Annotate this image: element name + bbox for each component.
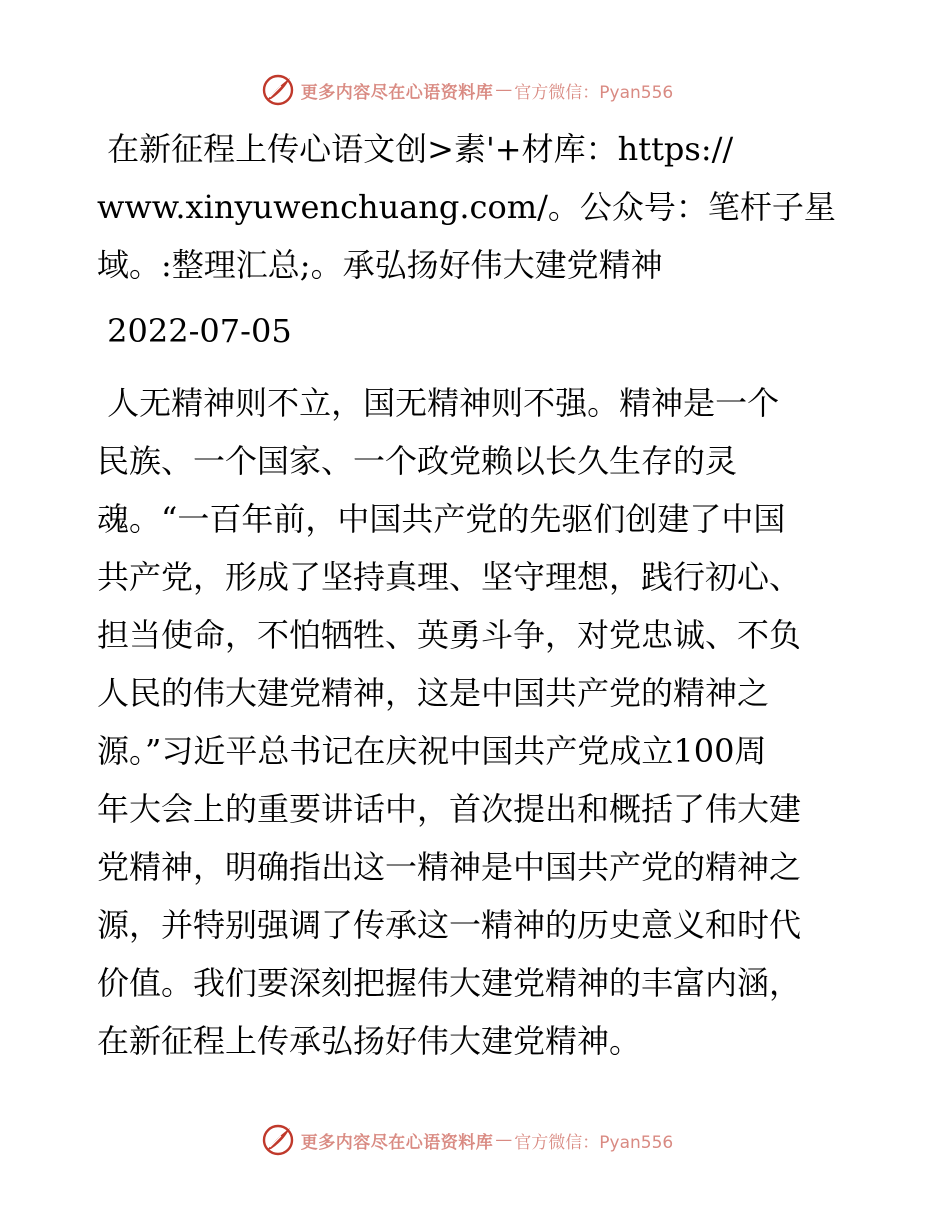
footer-banner bbox=[0, 1120, 950, 1160]
body-line: 共产党，形成了坚持真理、坚守理想，践行初心、 bbox=[97, 558, 802, 596]
title-line-2: www.xinyuwenchuang.com/。公众号：笔杆子星 bbox=[97, 188, 836, 226]
header-banner-main-text: 更多内容尽在心语资料库 bbox=[300, 82, 494, 103]
quill-logo-icon bbox=[261, 1123, 295, 1157]
title-line-1: 在新征程上传心语文创>素'+材库：https:// bbox=[97, 130, 734, 168]
article-content bbox=[97, 120, 857, 1070]
header-banner-wechat-text: 官方微信：Pyan556 bbox=[514, 82, 674, 103]
footer-banner-inner bbox=[261, 1123, 673, 1157]
header-banner-inner bbox=[261, 73, 673, 107]
body-line: 源，并特别强调了传承这一精神的历史意义和时代 bbox=[97, 906, 802, 944]
footer-banner-wechat-text: 官方微信：Pyan556 bbox=[514, 1132, 674, 1153]
header-banner-separator: — bbox=[495, 80, 513, 100]
body-line: 人民的伟大建党精神，这是中国共产党的精神之 bbox=[97, 674, 770, 712]
footer-banner-main-text: 更多内容尽在心语资料库 bbox=[300, 1132, 494, 1153]
article-title bbox=[97, 120, 857, 294]
body-line: 价值。我们要深刻把握伟大建党精神的丰富内涵， bbox=[97, 964, 802, 1002]
title-line-3: 域。:整理汇总;。承弘扬好伟大建党精神 bbox=[97, 246, 663, 284]
body-line: 人无精神则不立，国无精神则不强。精神是一个 bbox=[97, 384, 780, 422]
footer-banner-separator: — bbox=[495, 1130, 513, 1150]
body-line: 担当使命，不怕牺牲、英勇斗争，对党忠诚、不负 bbox=[97, 616, 802, 654]
body-line: 在新征程上传承弘扬好伟大建党精神。 bbox=[97, 1022, 642, 1060]
body-line: 年大会上的重要讲话中，首次提出和概括了伟大建 bbox=[97, 790, 802, 828]
article-body bbox=[97, 374, 857, 1070]
header-banner bbox=[0, 70, 950, 110]
article-date: 2022-07-05 bbox=[97, 312, 292, 350]
body-line: 魂。“一百年前，中国共产党的先驱们创建了中国 bbox=[97, 500, 786, 538]
body-line: 党精神，明确指出这一精神是中国共产党的精神之 bbox=[97, 848, 802, 886]
quill-logo-icon bbox=[261, 73, 295, 107]
body-line: 源。”习近平总书记在庆祝中国共产党成立100周 bbox=[97, 732, 767, 770]
body-line: 民族、一个国家、一个政党赖以长久生存的灵 bbox=[97, 442, 738, 480]
